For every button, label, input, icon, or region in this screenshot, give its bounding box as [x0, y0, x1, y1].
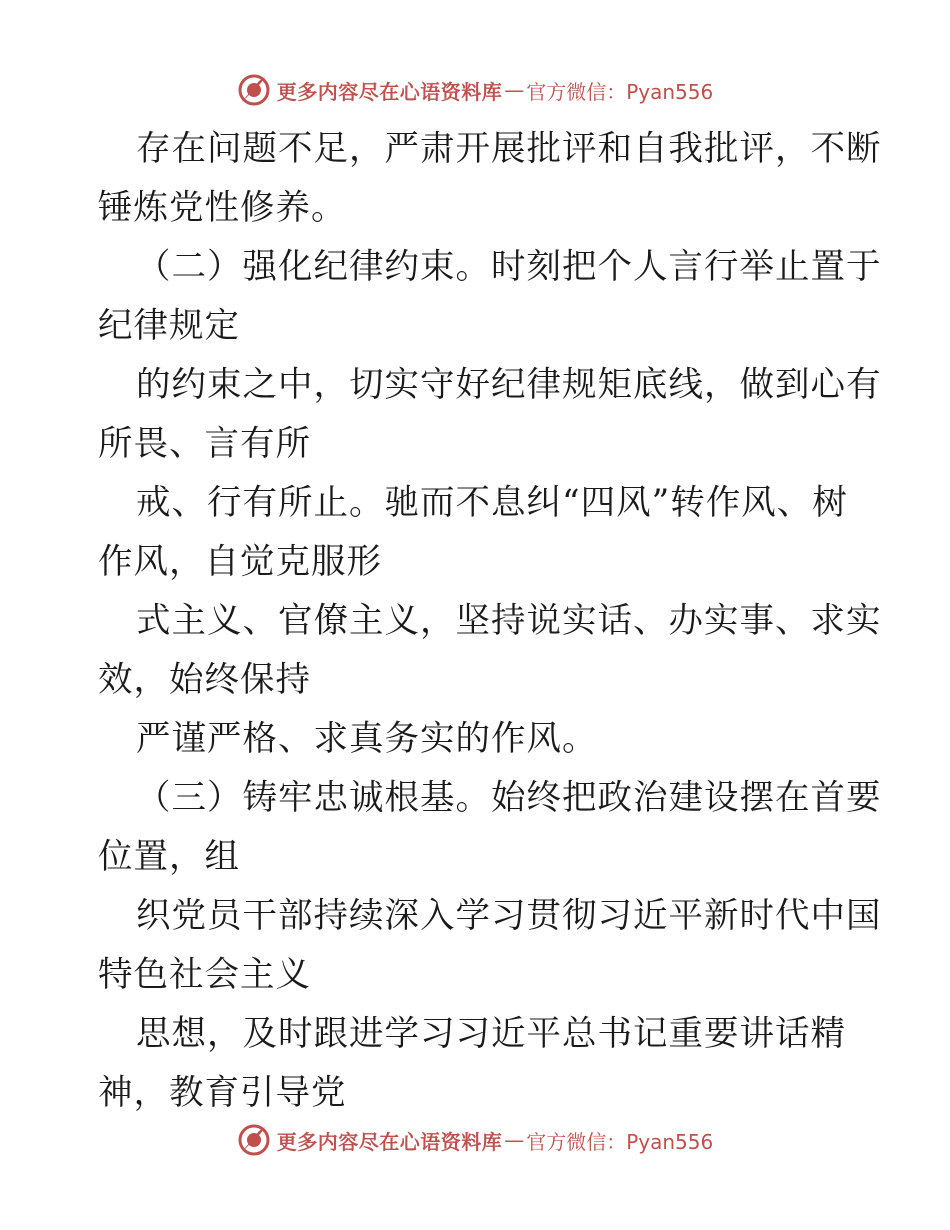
text-line: 作风，自觉克服形	[98, 542, 382, 582]
text-line: 的约束之中，切实守好纪律规矩底线，做到心有	[136, 365, 882, 405]
text-line: 存在问题不足，严肃开展批评和自我批评，不断	[136, 129, 882, 169]
footer-brand-text: 更多内容尽在心语资料库	[276, 1129, 503, 1154]
header-banner	[0, 70, 950, 110]
text-line: 效，始终保持	[98, 660, 311, 700]
footer-banner	[0, 1120, 950, 1160]
document-body	[98, 120, 882, 1123]
text-line: 所畏、言有所	[98, 424, 311, 464]
footer-separator: —	[504, 1128, 525, 1152]
text-line: 位置，组	[98, 837, 240, 877]
text-line: 锤炼党性修养。	[98, 188, 347, 228]
header-contact-text: 官方微信：Pyan556	[526, 79, 714, 104]
text-line: 思想，及时跟进学习习近平总书记重要讲话精	[136, 1014, 846, 1054]
text-line: 神，教育引导党	[98, 1073, 347, 1113]
text-line: （三）铸牢忠诚根基。始终把政治建设摆在首要	[136, 778, 882, 818]
header-brand-text: 更多内容尽在心语资料库	[276, 79, 503, 104]
text-line: （二）强化纪律约束。时刻把个人言行举止置于	[136, 247, 882, 287]
footer-contact-text: 官方微信：Pyan556	[526, 1129, 714, 1154]
text-line: 纪律规定	[98, 306, 240, 346]
text-line: 式主义、官僚主义，坚持说实话、办实事、求实	[136, 601, 882, 641]
text-line: 特色社会主义	[98, 955, 311, 995]
header-separator: —	[504, 78, 525, 102]
quill-logo-icon	[237, 73, 271, 107]
text-line: 织党员干部持续深入学习贯彻习近平新时代中国	[136, 896, 882, 936]
quill-logo-icon	[237, 1123, 271, 1157]
text-line: 严谨严格、求真务实的作风。	[136, 719, 598, 759]
text-line: 戒、行有所止。驰而不息纠“四风”转作风、树	[136, 483, 848, 523]
